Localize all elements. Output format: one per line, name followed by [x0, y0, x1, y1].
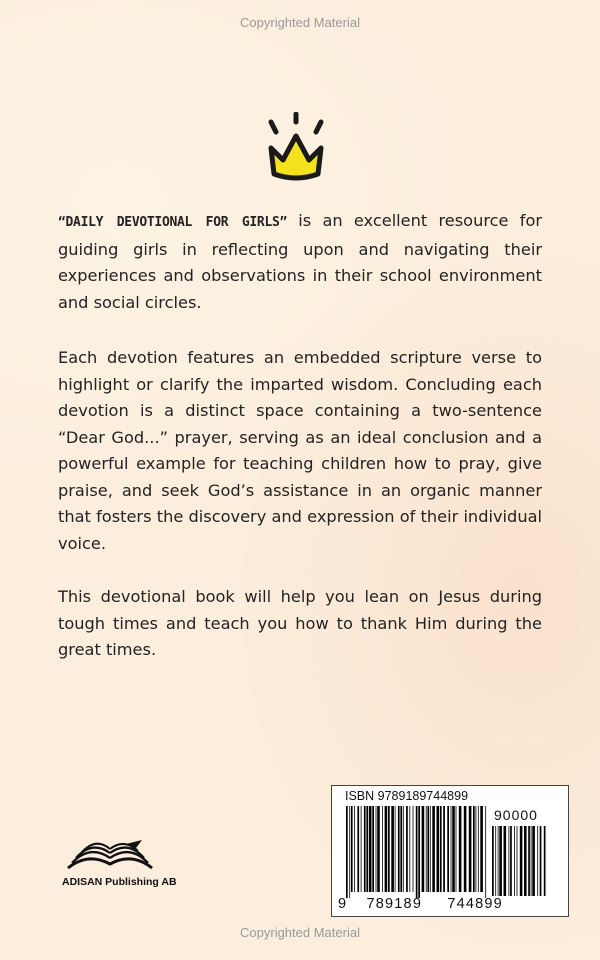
- barcode-bar: [427, 806, 429, 892]
- barcode-bar: [426, 806, 427, 892]
- barcode-bar: [469, 806, 472, 892]
- barcode-bar: [418, 806, 420, 898]
- barcode-bar: [478, 806, 479, 892]
- barcode-bar: [537, 826, 538, 896]
- barcode-bar: [430, 806, 431, 892]
- barcode-bar: [485, 806, 486, 898]
- open-book-icon: [66, 838, 154, 874]
- barcode-bar: [406, 806, 408, 892]
- barcode-bar: [451, 806, 452, 892]
- barcode-bar: [432, 806, 435, 892]
- barcode-bar: [400, 806, 402, 892]
- barcode-bar: [528, 826, 530, 896]
- barcode-bar: [456, 806, 457, 892]
- barcode-bar: [476, 806, 477, 892]
- barcode-bar: [349, 806, 350, 898]
- price-code: 90000: [494, 807, 538, 823]
- barcode-bar: [509, 826, 510, 896]
- barcode-first-digit: 9: [338, 896, 348, 912]
- barcode-bar: [351, 806, 353, 892]
- barcode-bar: [391, 806, 394, 892]
- barcode-bar: [495, 826, 496, 896]
- description-paragraph-2: Each devotion features an embedded scripture verse to highlight or clarify the imparted wisdom. Concluding each devotion is a distinct space containing a two-sentence “Dear God...” prayer, serving as an ideal conclusion and a powerful example for teaching children how to pray, give praise, and seek God’s assistance in an organic manner that fosters the discovery and expression of their individual voice.: [58, 348, 542, 553]
- barcode-bar: [364, 806, 366, 892]
- barcode-bar: [437, 806, 440, 892]
- barcode-bar: [422, 806, 425, 892]
- barcode-bar: [514, 826, 515, 896]
- watermark-bottom: Copyrighted Material: [240, 925, 360, 940]
- barcode-bar: [517, 826, 518, 896]
- barcode-bar: [480, 806, 483, 892]
- barcode-bars: [346, 806, 488, 898]
- barcode-bar: [532, 826, 535, 896]
- barcode-bar: [409, 806, 410, 892]
- barcode-bar: [395, 806, 396, 892]
- barcode-bar: [372, 806, 374, 892]
- barcode-bar: [520, 826, 523, 896]
- barcode-bar: [382, 806, 383, 892]
- barcode-bar: [447, 806, 449, 892]
- barcode-bar: [499, 826, 502, 896]
- barcode-bar: [416, 806, 418, 898]
- publisher-name: ADISAN Publishing AB: [62, 876, 177, 888]
- barcode-bar: [369, 806, 372, 892]
- barcode-bar: [440, 806, 442, 892]
- barcode-bar: [544, 826, 546, 896]
- barcode-bar: [473, 806, 475, 892]
- publisher-logo-block: [62, 838, 177, 888]
- barcode-bar: [377, 806, 380, 892]
- crown-icon: [262, 112, 330, 190]
- barcode-bar: [464, 806, 467, 892]
- barcode-bar: [413, 806, 414, 892]
- barcode-bar: [398, 806, 400, 892]
- isbn-label: ISBN 9789189744899: [345, 789, 469, 803]
- barcode-bar: [388, 806, 390, 892]
- barcode-bar: [452, 806, 455, 892]
- book-title: “DAILY DEVOTIONAL FOR GIRLS”: [58, 215, 288, 230]
- barcode-bar: [376, 806, 377, 892]
- barcode-right-digits: 744899: [447, 896, 503, 912]
- barcode-digits: [338, 896, 558, 912]
- barcode-bar: [498, 826, 499, 896]
- description-paragraph-1: [58, 208, 542, 316]
- barcode-bar: [403, 806, 404, 892]
- barcode-bar: [385, 806, 388, 892]
- isbn-barcode: [331, 785, 569, 917]
- barcode-bar: [524, 826, 527, 896]
- description-paragraph-3: This devotional book will help you lean on Jesus during tough times and teach you how to thank Him during the great times.: [58, 587, 542, 659]
- barcode-bar: [357, 806, 359, 892]
- barcode-bar: [510, 826, 512, 896]
- paragraph-1-text: is an excellent resource for guiding girls in reflecting upon and navigating their experiences and observations in their school environment and social circles.: [58, 211, 542, 312]
- barcode-bar: [443, 806, 445, 892]
- barcode-addon-bars: [492, 826, 548, 896]
- barcode-bar: [492, 826, 494, 896]
- barcode-bar: [459, 806, 462, 892]
- watermark-top: Copyrighted Material: [240, 15, 360, 30]
- barcode-bar: [366, 806, 368, 892]
- barcode-bar: [531, 826, 532, 896]
- barcode-bar: [354, 806, 355, 892]
- barcode-bar: [504, 826, 507, 896]
- barcode-bar: [346, 806, 348, 898]
- barcode-left-digits: 789189: [366, 896, 423, 912]
- barcode-bar: [361, 806, 362, 892]
- barcode-bar: [540, 826, 542, 896]
